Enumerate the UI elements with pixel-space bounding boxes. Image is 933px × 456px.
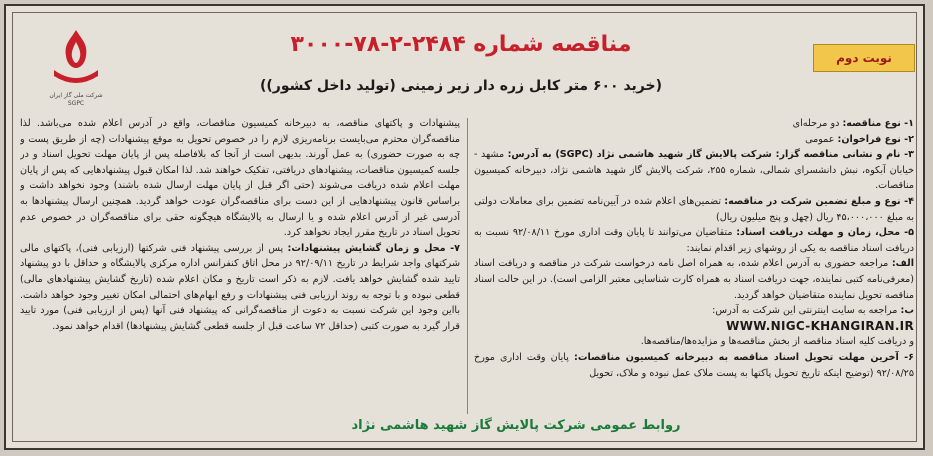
website-link[interactable]: WWW.NIGC-KHANGIRAN.IR	[726, 318, 914, 333]
logo-abbreviation: SGPC	[67, 100, 85, 107]
clause-5b: ب: مراجعه به سایت اینترنتی این شرکت به آدرس:	[712, 305, 914, 317]
clause-2: ۲- نوع فراخوان: عمومی	[805, 133, 914, 145]
clause-6: ۶- آخرین مهلت تحویل اسناد مناقصه به دبیرخانه کمیسیون مناقصات: پایان وقت اداری مورخ ۹۲/۰۸/۲۵ (توضیح اینکه تاریخ تحویل پاکتها به پست ملاک عمل نبوده و ملاک، تحویل	[474, 351, 914, 379]
clause-1: ۱- نوع مناقصه: دو مرحله‌ای	[792, 118, 914, 129]
right-column	[474, 116, 914, 406]
round-badge: نوبت دوم	[813, 44, 915, 72]
public-relations-footer: روابط عمومی شرکت پالایش گاز شهید هاشمی نژاد	[351, 418, 681, 433]
tender-title: مناقصه شماره ۲۴۸۴-۲-۷۸-۳۰۰۰	[290, 32, 632, 57]
clause-3: ۳- نام و نشانی مناقصه گزار: شرکت پالایش گاز شهید هاشمی نژاد (SGPC) به آدرس: مشهد - خیابان آبکوه، نبش دانشسرای شمالی، شماره ۲۵۵، شرکت پالایش گاز شهید هاشمی نژاد، دبیرخانه کمیسیون مناقصات.	[474, 149, 914, 192]
clause-5: ۵- محل، زمان و مهلت دریافت اسناد: متقاضیان می‌توانند تا پایان وقت اداری مورخ ۹۲/۰۸/۱۱ نسبت به دریافت اسناد مناقصه به یکی از روشهای زیر اقدام نمایند:	[474, 227, 914, 254]
logo-caption: شرکت ملی گاز ایران	[49, 92, 103, 99]
clause-7: ۷- محل و زمان گشایش پیشنهادات: پس از بررسی پیشنهاد فنی شرکتها (ارزیابی فنی)، پاکتهای مالی شرکتهای واجد شرایط در تاریخ ۹۲/۰۹/۱۱ در محل اتاق کنفرانس اداره مرکزی پالایشگاه و حداقل با دو پیشنهاد تایید شده گشایش خواهد یافت. لازم به ذکر است تاریخ و مکان اعلام شده (تاریخ گشایش پیشنهادهای مالی) قطعی نبوده و با توجه به روند ارزیابی فنی پیشنهادات و رفع ابهام‌های احتمالی امکان تغییر وجود خواهد داشت. بااین وجود این شرکت نسبت به دعوت از مناقصه‌گرانی که پیشنهاد فنی آنها (پس از ارزیابی فنی) مورد تایید قرار گیرد به صورت کتبی (حداقل ۷۲ ساعت قبل از جلسه قطعی گشایش پیشنهادها) اقدام خواهد نمود.	[20, 242, 460, 332]
clause-5a: الف: مراجعه حضوری به آدرس اعلام شده، به همراه اصل نامه درخواست شرکت در مناقصه و دریافت اسناد (معرفی‌نامه کتبی نماینده، جهت دریافت اسناد به همراه کارت شناسایی معتبر الزامی است). در این حالت اسناد مناقصه تحویل نماینده متقاضیان خواهد گردید.	[474, 258, 914, 301]
clause-4: ۴- نوع و مبلغ تضمین شرکت در مناقصه: تضمین‌های اعلام شده در آیین‌نامه تضمین برای معاملات دولتی به مبلغ ۴۵،۰۰۰،۰۰۰ ریال (چهل و پنج میلیون ریال)	[474, 195, 914, 223]
gas-company-logo-icon	[46, 26, 106, 88]
column-divider	[467, 118, 468, 414]
clause-5b-cont: و دریافت کلیه اسناد مناقصه از بخش مناقصه‌ها و مزایده‌ها/مناقصه‌ها.	[640, 336, 914, 348]
clause-6-cont: پیشنهادات و پاکتهای مناقصه، به دبیرخانه کمیسیون مناقصات، واقع در آدرس اعلام شده می‌باشد. لذا مناقصه‌گران محترم می‌بایست برنامه‌ریزی لازم را در خصوص تحویل به موقع پیشنهادات (چه از طریق پست و چه به صورت حضوری) به عمل آورند. بدیهی است از آنجا که بلافاصله پس از پایان مهلت تحویل اسناد و در جلسه کمیسیون مناقصات، پیشنهادهای دریافتی، تفکیک خواهند شد. لذا امکان قبول پیشنهادهایی که پس از پایان مهلت اعلام شده دریافت می‌شوند (حتی اگر قبل از پایان مهلت ارسال شده باشند) وجود نخواهد داشت و براساس قانون پیشنهادهایی از این دست برای مناقصه‌گران عودت خواهد گردید. همچنین ارسال پیشنهادها به آدرسی غیر از آدرس اعلام شده و یا ارسال به پالایشگاه هیچگونه حقی برای مناقصه‌گران در خصوص عدم تحویل اسناد در تاریخ مقرر ایجاد نخواهد کرد.	[20, 118, 460, 239]
tender-notice	[4, 4, 925, 450]
tender-subtitle: (خرید ۶۰۰ متر کابل زره دار زیر زمینی (تولید داخل کشور))	[259, 78, 663, 94]
left-column	[20, 116, 460, 406]
